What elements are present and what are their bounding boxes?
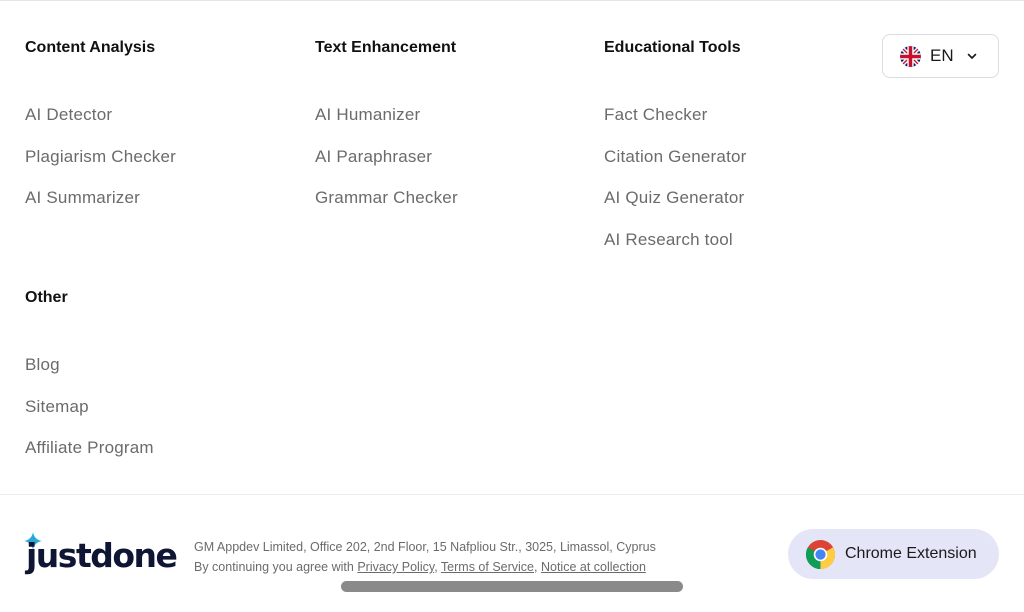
uk-flag-icon (900, 46, 921, 67)
link-sitemap[interactable]: Sitemap (25, 396, 89, 416)
link-ai-paraphraser[interactable]: AI Paraphraser (315, 146, 433, 166)
top-divider (0, 0, 1024, 1)
language-selector[interactable] (882, 34, 999, 78)
footer-column-educational-tools (604, 38, 747, 273)
separator: , (534, 560, 538, 574)
link-ai-humanizer[interactable]: AI Humanizer (315, 105, 421, 124)
link-affiliate-program[interactable]: Affiliate Program (25, 438, 154, 458)
link-blog[interactable]: Blog (25, 355, 60, 374)
column-heading: Content Analysis (25, 39, 156, 56)
footer-divider (0, 494, 1024, 495)
consent-prefix: By continuing you agree with (194, 560, 354, 574)
chrome-extension-button[interactable] (788, 529, 999, 579)
privacy-policy-link[interactable]: Privacy Policy (357, 560, 435, 574)
terms-of-service-link[interactable]: Terms of Service (440, 560, 535, 574)
link-ai-quiz-generator[interactable]: AI Quiz Generator (604, 188, 745, 208)
justdone-logo[interactable] (24, 530, 177, 578)
link-citation-generator[interactable]: Citation Generator (604, 146, 747, 166)
language-label: EN (930, 46, 954, 65)
link-ai-research-tool[interactable]: AI Research tool (604, 230, 733, 250)
chrome-extension-label: Chrome Extension (845, 545, 977, 562)
link-ai-summarizer[interactable]: AI Summarizer (25, 188, 141, 208)
link-fact-checker[interactable]: Fact Checker (604, 105, 708, 124)
horizontal-scrollbar[interactable] (341, 581, 683, 592)
footer-column-text-enhancement (315, 38, 458, 231)
column-heading: Text Enhancement (315, 39, 457, 56)
link-grammar-checker[interactable]: Grammar Checker (315, 188, 458, 208)
link-ai-detector[interactable]: AI Detector (25, 105, 113, 124)
column-heading: Educational Tools (604, 39, 741, 56)
footer-column-content-analysis (25, 38, 176, 231)
chrome-icon (805, 539, 836, 570)
logo-text: justdone (26, 536, 177, 575)
notice-at-collection-link[interactable]: Notice at collection (540, 560, 646, 574)
company-address: GM Appdev Limited, Office 202, 2nd Floor, 15 Nafpliou Str., 3025, Limassol, Cyprus (194, 540, 656, 554)
company-info (194, 537, 656, 577)
column-heading: Other (25, 289, 68, 306)
chevron-down-icon (966, 50, 978, 62)
link-plagiarism-checker[interactable]: Plagiarism Checker (25, 146, 176, 166)
footer-column-other (25, 288, 154, 481)
separator: , (434, 560, 438, 574)
consent-line (194, 557, 656, 577)
